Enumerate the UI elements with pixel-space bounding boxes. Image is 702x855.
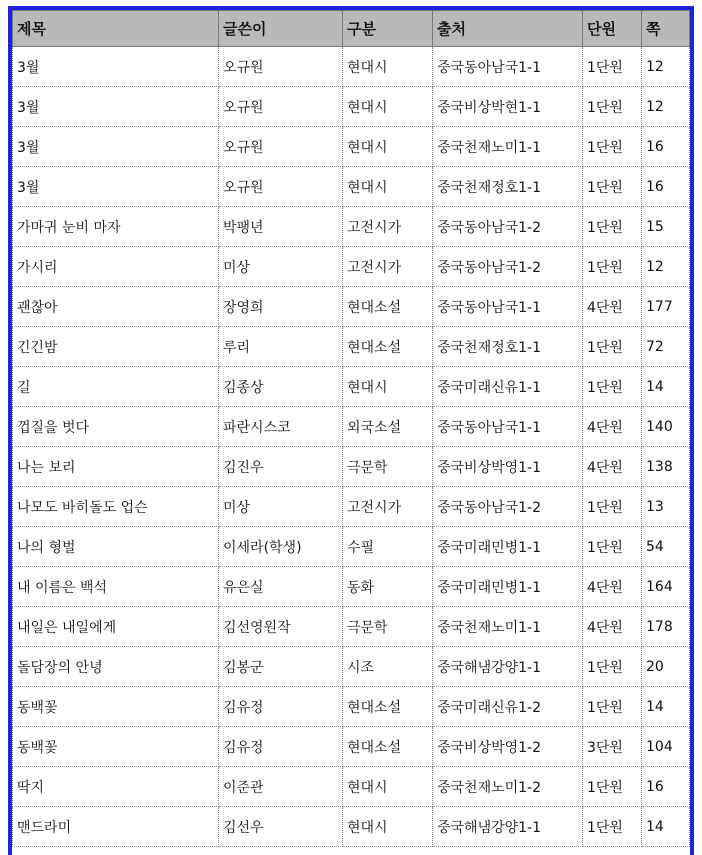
cell-author: 루리 [219,327,343,367]
cell-unit: 1단원 [583,47,642,87]
cell-author: 김유정 [219,687,343,727]
table-row [13,527,690,567]
cell-source: 중국천재노미1-1 [433,607,583,647]
table-row [13,127,690,167]
cell-author: 오규원 [219,127,343,167]
cell-title: 껍질을 벗다 [13,407,219,447]
cell-title: 나모도 바히돌도 업슨 [13,487,219,527]
cell-title: 3월 [13,167,219,207]
cell-source: 중국동아남국1-2 [433,207,583,247]
works-table [12,10,690,847]
cell-page: 177 [642,287,690,327]
cell-page: 20 [642,647,690,687]
cell-category: 고전시가 [343,487,433,527]
cell-unit: 1단원 [583,167,642,207]
cell-page: 104 [642,727,690,767]
cell-title: 3월 [13,87,219,127]
cell-page: 12 [642,247,690,287]
cell-title: 내 이름은 백석 [13,567,219,607]
cell-unit: 1단원 [583,647,642,687]
cell-page: 72 [642,327,690,367]
cell-category: 극문학 [343,447,433,487]
cell-author: 김유정 [219,727,343,767]
cell-category: 외국소설 [343,407,433,447]
cell-page: 14 [642,687,690,727]
cell-page: 54 [642,527,690,567]
cell-author: 김봉군 [219,647,343,687]
cell-page: 140 [642,407,690,447]
table-row [13,167,690,207]
cell-unit: 4단원 [583,287,642,327]
cell-title: 긴긴밤 [13,327,219,367]
table-row [13,727,690,767]
cell-author: 김종상 [219,367,343,407]
table-row [13,807,690,847]
cell-title: 나는 보리 [13,447,219,487]
header-source: 출처 [433,11,583,47]
cell-source: 중국천재정호1-1 [433,327,583,367]
cell-category: 현대소설 [343,287,433,327]
cell-unit: 1단원 [583,687,642,727]
cell-unit: 1단원 [583,207,642,247]
cell-category: 시조 [343,647,433,687]
table-row [13,327,690,367]
cell-title: 돌담장의 안녕 [13,647,219,687]
cell-source: 중국천재정호1-1 [433,167,583,207]
cell-category: 현대시 [343,47,433,87]
cell-author: 김선영원작 [219,607,343,647]
cell-title: 동백꽃 [13,687,219,727]
cell-source: 중국미래민병1-1 [433,567,583,607]
table-row [13,607,690,647]
cell-author: 박팽년 [219,207,343,247]
cell-category: 현대시 [343,167,433,207]
cell-category: 현대시 [343,767,433,807]
table-row [13,767,690,807]
cell-author: 미상 [219,247,343,287]
table-row [13,567,690,607]
cell-category: 현대시 [343,807,433,847]
cell-author: 오규원 [219,167,343,207]
cell-author: 이세라(학생) [219,527,343,567]
cell-source: 중국동아남국1-1 [433,287,583,327]
cell-author: 파란시스코 [219,407,343,447]
cell-page: 12 [642,87,690,127]
cell-source: 중국비상박영1-2 [433,727,583,767]
cell-unit: 1단원 [583,87,642,127]
cell-unit: 1단원 [583,527,642,567]
cell-source: 중국동아남국1-1 [433,47,583,87]
cell-unit: 1단원 [583,767,642,807]
cell-page: 14 [642,367,690,407]
cell-category: 고전시가 [343,247,433,287]
cell-source: 중국동아남국1-2 [433,487,583,527]
cell-unit: 1단원 [583,327,642,367]
cell-source: 중국비상박현1-1 [433,87,583,127]
cell-category: 수필 [343,527,433,567]
cell-unit: 1단원 [583,247,642,287]
cell-source: 중국비상박영1-1 [433,447,583,487]
cell-source: 중국해냄강양1-1 [433,807,583,847]
cell-unit: 1단원 [583,127,642,167]
cell-author: 유은실 [219,567,343,607]
cell-page: 14 [642,807,690,847]
cell-unit: 1단원 [583,367,642,407]
cell-unit: 1단원 [583,487,642,527]
cell-author: 이준관 [219,767,343,807]
cell-source: 중국미래신유1-2 [433,687,583,727]
cell-page: 178 [642,607,690,647]
table-row [13,87,690,127]
cell-source: 중국미래민병1-1 [433,527,583,567]
cell-page: 164 [642,567,690,607]
header-page: 쪽 [642,11,690,47]
cell-page: 15 [642,207,690,247]
table-row [13,487,690,527]
table-row [13,447,690,487]
table-row [13,687,690,727]
cell-unit: 4단원 [583,567,642,607]
table-row [13,47,690,87]
header-category: 구분 [343,11,433,47]
table-row [13,207,690,247]
header-title: 제목 [13,11,219,47]
cell-page: 16 [642,127,690,167]
cell-unit: 1단원 [583,807,642,847]
cell-unit: 4단원 [583,407,642,447]
cell-title: 딱지 [13,767,219,807]
cell-category: 현대시 [343,127,433,167]
cell-author: 오규원 [219,47,343,87]
table-row [13,247,690,287]
cell-page: 138 [642,447,690,487]
cell-source: 중국천재노미1-1 [433,127,583,167]
cell-author: 장영희 [219,287,343,327]
cell-category: 현대소설 [343,687,433,727]
cell-source: 중국천재노미1-2 [433,767,583,807]
cell-source: 중국해냄강양1-1 [433,647,583,687]
cell-category: 동화 [343,567,433,607]
cell-page: 16 [642,167,690,207]
cell-source: 중국미래신유1-1 [433,367,583,407]
cell-author: 미상 [219,487,343,527]
cell-category: 현대소설 [343,727,433,767]
table-row [13,367,690,407]
cell-unit: 4단원 [583,447,642,487]
table-row [13,407,690,447]
cell-category: 현대시 [343,367,433,407]
cell-category: 고전시가 [343,207,433,247]
cell-title: 3월 [13,47,219,87]
table-row [13,287,690,327]
cell-source: 중국동아남국1-1 [433,407,583,447]
cell-title: 가시리 [13,247,219,287]
cell-category: 현대소설 [343,327,433,367]
cell-unit: 4단원 [583,607,642,647]
table-frame [8,6,694,855]
cell-author: 김진우 [219,447,343,487]
cell-source: 중국동아남국1-2 [433,247,583,287]
cell-title: 동백꽃 [13,727,219,767]
cell-author: 김선우 [219,807,343,847]
header-author: 글쓴이 [219,11,343,47]
cell-author: 오규원 [219,87,343,127]
cell-title: 길 [13,367,219,407]
table-header-row [13,11,690,47]
cell-page: 13 [642,487,690,527]
cell-title: 가마귀 눈비 마자 [13,207,219,247]
cell-title: 괜찮아 [13,287,219,327]
cell-page: 12 [642,47,690,87]
cell-category: 현대시 [343,87,433,127]
cell-page: 16 [642,767,690,807]
cell-unit: 3단원 [583,727,642,767]
cell-title: 맨드라미 [13,807,219,847]
header-unit: 단원 [583,11,642,47]
cell-category: 극문학 [343,607,433,647]
table-row [13,647,690,687]
cell-title: 나의 형벌 [13,527,219,567]
cell-title: 3월 [13,127,219,167]
cell-title: 내일은 내일에게 [13,607,219,647]
